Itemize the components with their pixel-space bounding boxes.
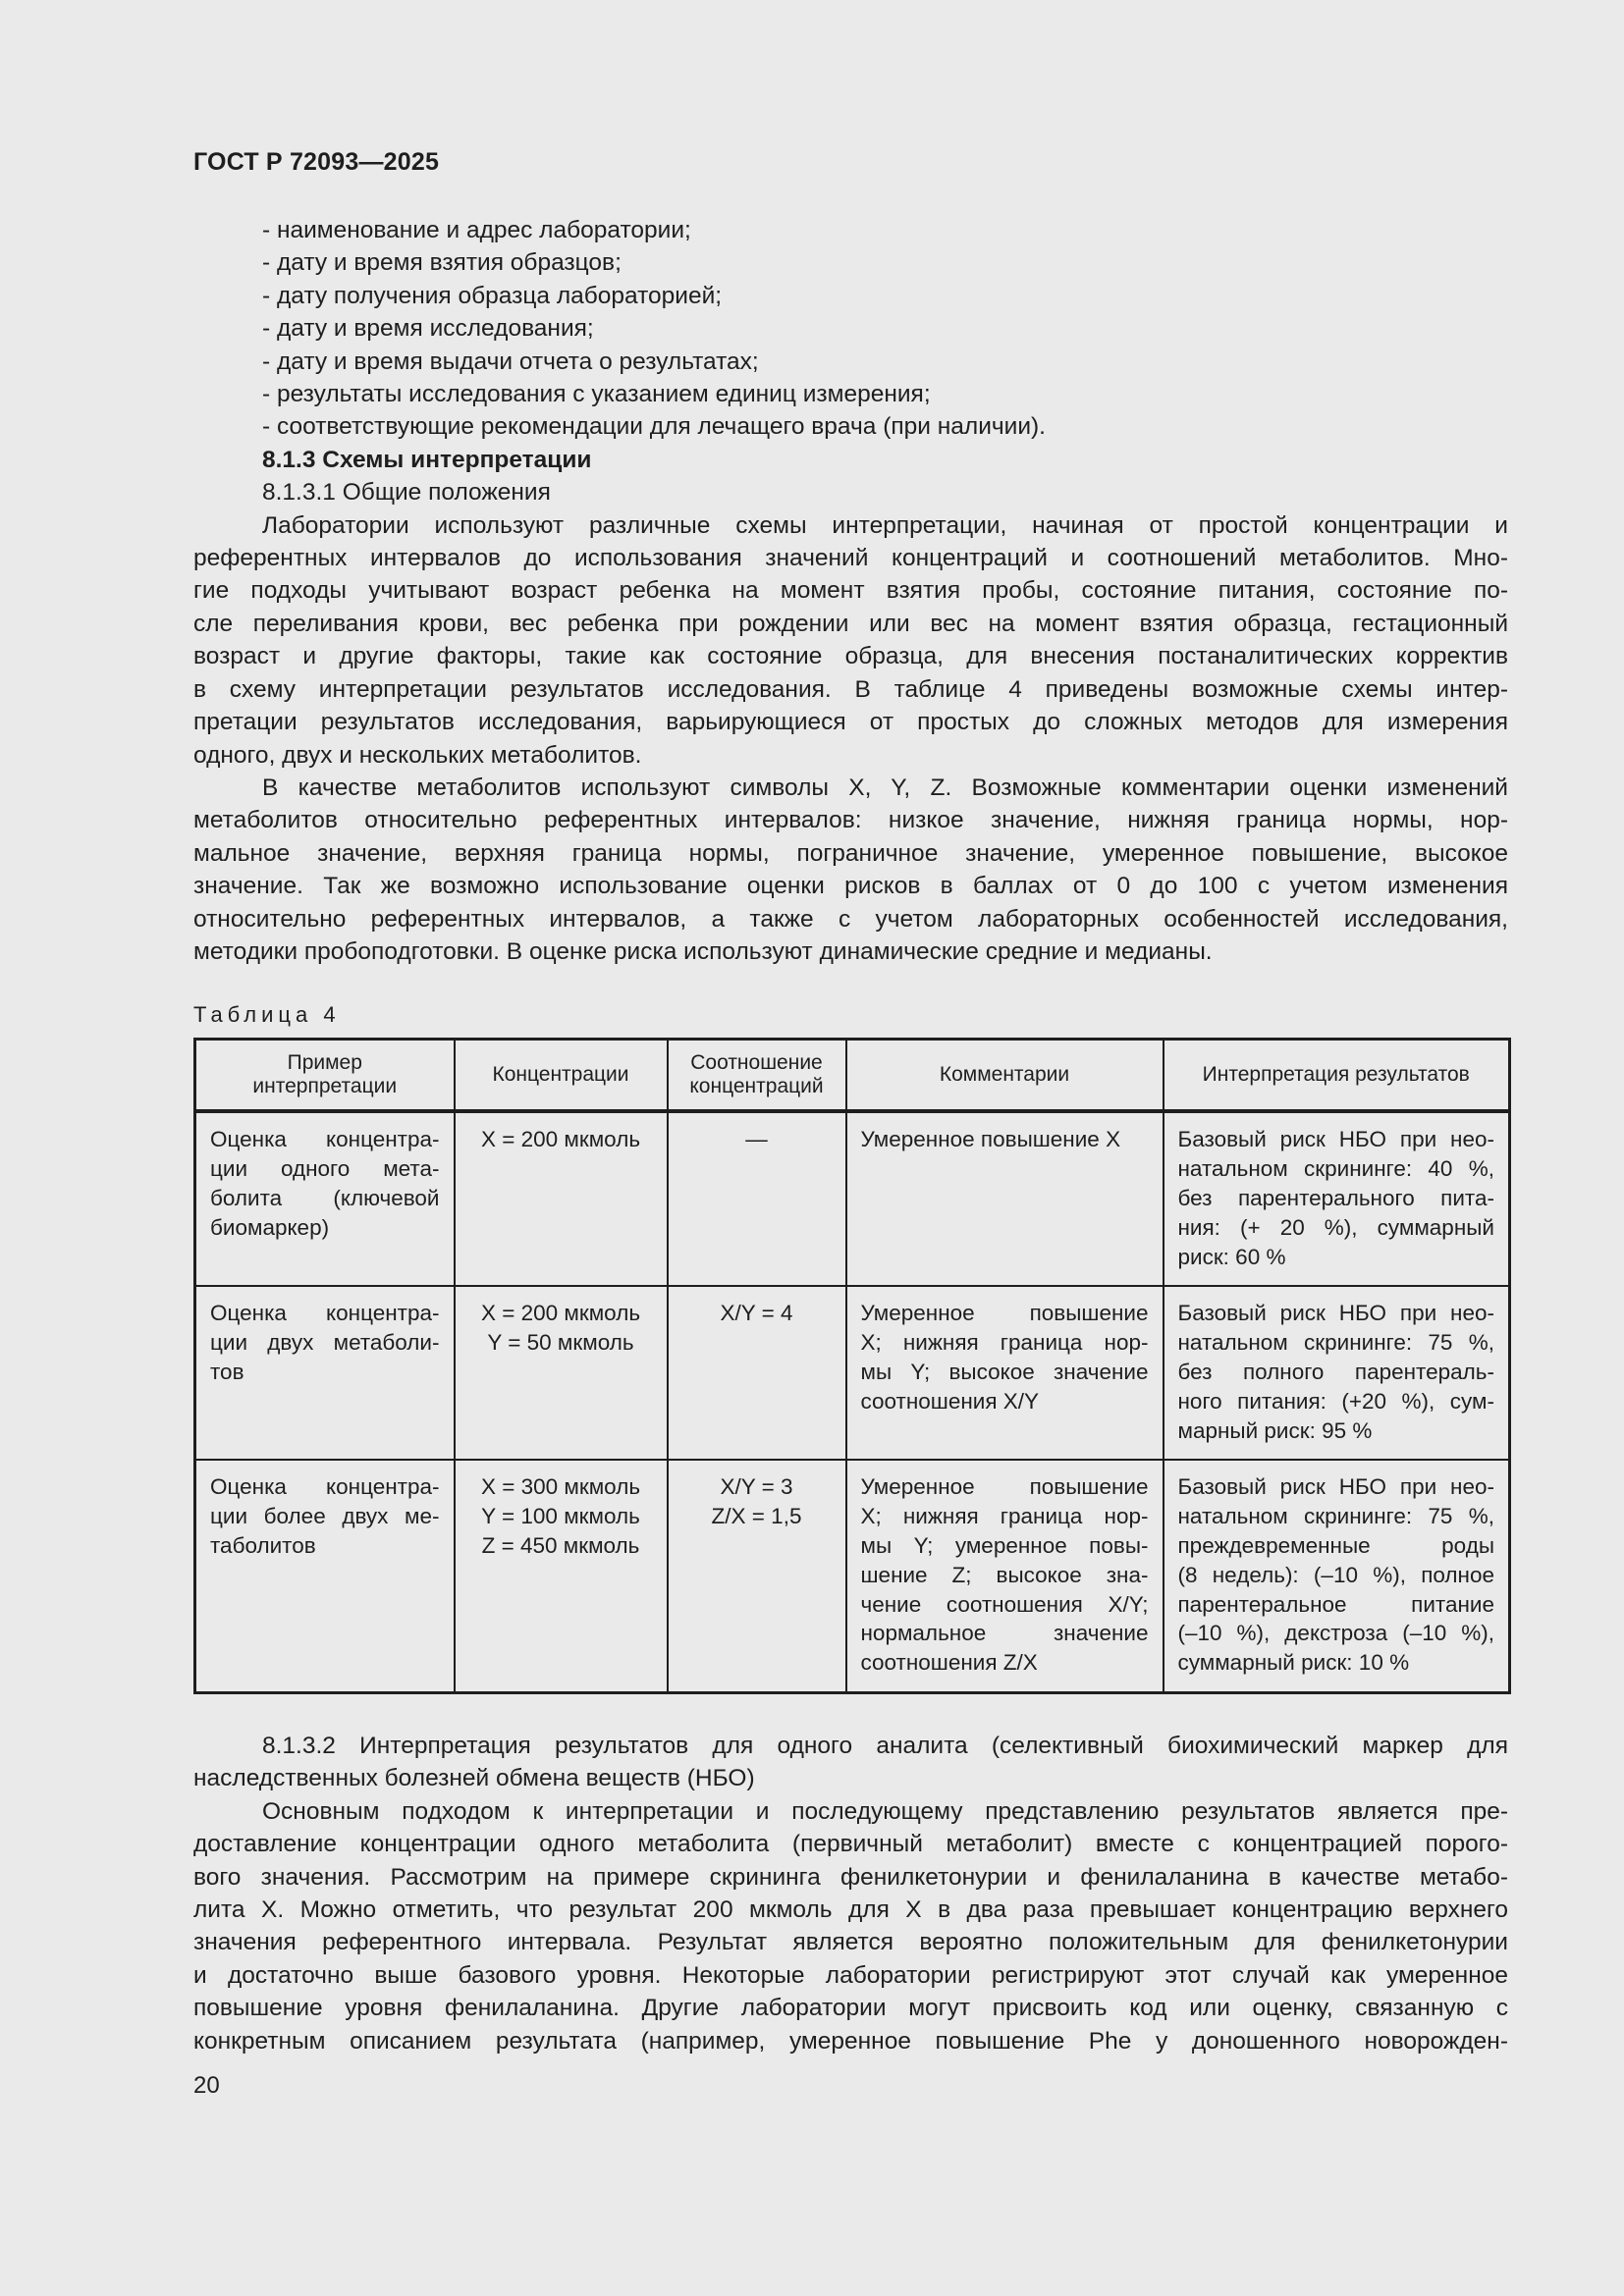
table-row <box>195 1111 1510 1286</box>
cell-concentrations: X = 300 мкмоль Y = 100 мкмоль Z = 450 мкмоль <box>455 1460 668 1692</box>
header-concentrations: Концентрации <box>455 1040 668 1112</box>
paragraph-line: лита X. Можно отметить, что результат 200 мкмоль для X в два раза превышает концентрацию верхнего <box>193 1896 1508 1923</box>
paragraph-line: относительно референтных интервалов, а также с учетом лабораторных особенностей исследования, <box>193 905 1508 933</box>
cell-interpretation: Базовый риск НБО при нео- натальном скрининге: 75 %, преждевременные роды (8 недель): (–10 %), полное парентеральное питание (–10 %), декстроза (–10 %), суммарный риск: 10 % <box>1164 1460 1510 1692</box>
page-number: 20 <box>193 2072 220 2099</box>
body-text-bottom <box>193 1730 1508 2057</box>
cell-example: Оценка концентра- ции более двух ме- таболитов <box>195 1460 455 1692</box>
cell-interpretation: Базовый риск НБО при нео- натальном скрининге: 40 %, без парентерального пита- ния: (+ 20 %), суммарный риск: 60 % <box>1164 1111 1510 1286</box>
table-row <box>195 1286 1510 1460</box>
paragraph-line: и достаточно выше базового уровня. Некоторые лаборатории регистрируют этот случай как умеренное <box>193 1961 1508 1989</box>
paragraph-line: сле переливания крови, вес ребенка при рождении или вес на момент взятия образца, гестационный <box>193 610 1508 637</box>
paragraph-line: метаболитов относительно референтных интервалов: низкое значение, нижняя граница нормы, нор- <box>193 807 1508 834</box>
bullet-item: - наименование и адрес лаборатории; <box>262 217 691 243</box>
table-caption: Таблица 4 <box>193 1002 341 1028</box>
paragraph-line: наследственных болезней обмена веществ (НБО) <box>193 1765 755 1792</box>
cell-comments: Умеренное повышение X; нижняя граница нор- мы Y; умеренное повы- шение Z; высокое зна- чение соотношения X/Y; нормальное значение соотношения Z/X <box>846 1460 1164 1692</box>
cell-example: Оценка концентра- ции двух метаболи- тов <box>195 1286 455 1460</box>
table-row <box>195 1460 1510 1692</box>
cell-comments: Умеренное повышение X; нижняя граница нор- мы Y; высокое значение соотношения X/Y <box>846 1286 1164 1460</box>
table-header-row <box>195 1040 1510 1112</box>
paragraph-line: повышение уровня фенилаланина. Другие лаборатории могут присвоить код или оценку, связанную с <box>193 1995 1508 2022</box>
cell-example: Оценка концентра- ции одного мета- болита (ключевой биомаркер) <box>195 1111 455 1286</box>
bullet-item: - результаты исследования с указанием единиц измерения; <box>262 381 931 408</box>
body-text-top <box>193 214 1508 968</box>
paragraph-line: конкретным описанием результата (например, умеренное повышение Phe у доношенного новорожден- <box>193 2027 1508 2055</box>
paragraph-line: референтных интервалов до использования значений концентраций и соотношений метаболитов. Мно- <box>193 545 1508 572</box>
paragraph-line: Лаборатории используют различные схемы интерпретации, начиная от простой концентрации и <box>262 511 1508 539</box>
section-heading: 8.1.3 Схемы интерпретации <box>262 446 592 473</box>
paragraph-line: методики пробоподготовки. В оценке риска используют динамические средние и медианы. <box>193 937 1213 965</box>
cell-ratios: X/Y = 3 Z/X = 1,5 <box>668 1460 846 1692</box>
cell-ratios: — <box>668 1111 846 1286</box>
paragraph-line: доставление концентрации одного метаболита (первичный метаболит) вместе с концентрацией порого- <box>193 1831 1508 1858</box>
paragraph-line: гие подходы учитывают возраст ребенка на момент взятия пробы, состояние питания, состояние по- <box>193 577 1508 605</box>
interpretation-table <box>193 1038 1511 1694</box>
cell-interpretation: Базовый риск НБО при нео- натальном скрининге: 75 %, без полного парентераль- ного питания: (+20 %), сум- марный риск: 95 % <box>1164 1286 1510 1460</box>
paragraph-line: 8.1.3.2 Интерпретация результатов для одного аналита (селективный биохимический маркер для <box>262 1732 1508 1759</box>
paragraph-line: значение. Так же возможно использование оценки рисков в баллах от 0 до 100 с учетом изменения <box>193 873 1508 900</box>
bullet-item: - дату и время взятия образцов; <box>262 249 622 277</box>
document-header: ГОСТ Р 72093—2025 <box>193 148 440 176</box>
paragraph-line: мальное значение, верхняя граница нормы, пограничное значение, умеренное повышение, высокое <box>193 839 1508 867</box>
paragraph-line: значения референтного интервала. Результат является вероятно положительным для фенилкетонурии <box>193 1929 1508 1956</box>
document-page <box>193 147 1508 2057</box>
paragraph-line: вого значения. Рассмотрим на примере скрининга фенилкетонурии и фенилаланина в качестве метабо- <box>193 1863 1508 1891</box>
header-interpretation: Интерпретация результатов <box>1164 1040 1510 1112</box>
cell-ratios: X/Y = 4 <box>668 1286 846 1460</box>
paragraph-line: в схему интерпретации результатов исследования. В таблице 4 приведены возможные схемы интер- <box>193 675 1508 703</box>
header-ratios: Соотношение концентраций <box>668 1040 846 1112</box>
bullet-item: - дату и время выдачи отчета о результатах; <box>262 347 759 375</box>
paragraph-line: Основным подходом к интерпретации и последующему представлению результатов является пре- <box>262 1797 1508 1825</box>
header-comments: Комментарии <box>846 1040 1164 1112</box>
bullet-item: - дату и время исследования; <box>262 315 594 343</box>
bullet-item: - дату получения образца лабораторией; <box>262 282 723 309</box>
paragraph-line: претации результатов исследования, варьирующиеся от простых до сложных методов для измерения <box>193 709 1508 736</box>
subsection-heading: 8.1.3.1 Общие положения <box>262 479 551 507</box>
cell-concentrations: X = 200 мкмоль Y = 50 мкмоль <box>455 1286 668 1460</box>
header-example: Пример интерпретации <box>195 1040 455 1112</box>
cell-concentrations: X = 200 мкмоль <box>455 1111 668 1286</box>
cell-comments: Умеренное повышение X <box>846 1111 1164 1286</box>
paragraph-line: В качестве метаболитов используют символы X, Y, Z. Возможные комментарии оценки изменений <box>262 774 1508 801</box>
bullet-item: - соответствующие рекомендации для лечащего врача (при наличии). <box>262 413 1046 441</box>
paragraph-line: возраст и другие факторы, такие как состояние образца, для внесения постаналитических корректив <box>193 643 1508 670</box>
paragraph-line: одного, двух и нескольких метаболитов. <box>193 741 642 769</box>
